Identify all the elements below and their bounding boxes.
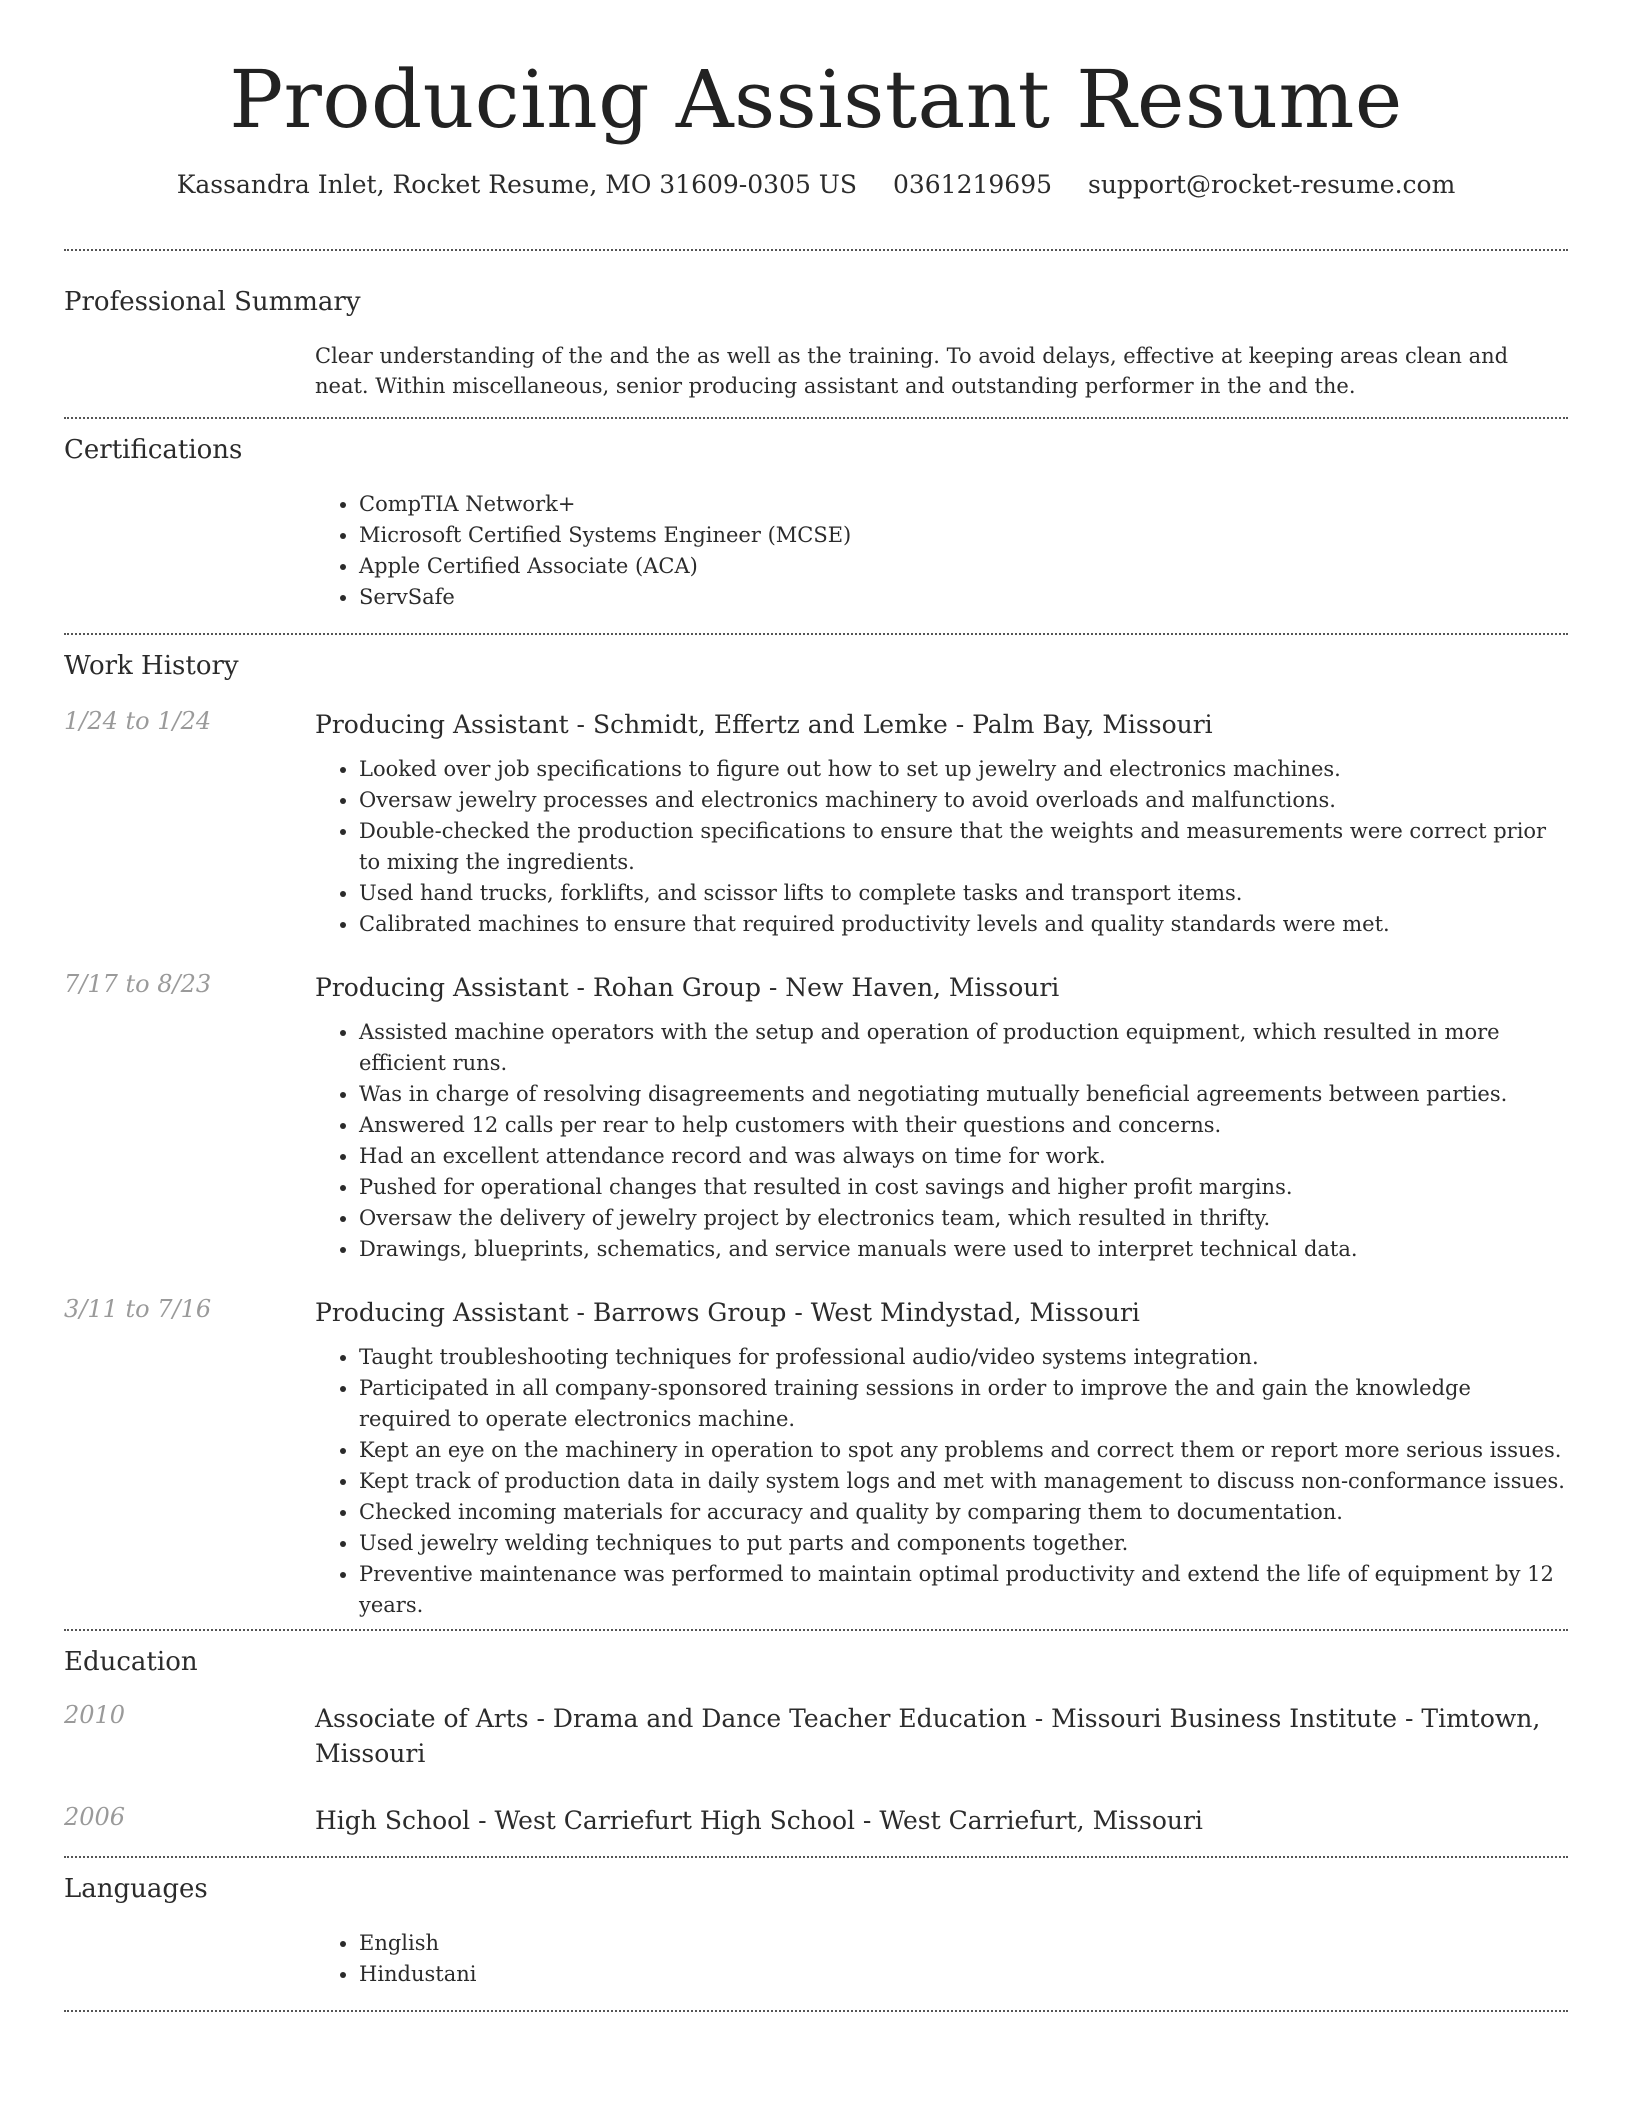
education-heading: Education: [64, 1647, 198, 1677]
job-bullet: • Drawings, blueprints, schematics, and service manuals were used to interpret technical data.: [359, 1234, 1568, 1265]
divider: [64, 249, 1568, 251]
job-bullets-wrap: [315, 1342, 1568, 1621]
certifications-list: [315, 489, 1568, 613]
languages-list-wrap: [315, 1928, 1568, 1990]
job-bullet: • Looked over job specifications to figure out how to set up jewelry and electronics machines.: [359, 754, 1568, 785]
job-bullet: • Preventive maintenance was performed to maintain optimal productivity and extend the life of equipment by 12 years.: [359, 1559, 1568, 1621]
job-bullet: • Double-checked the production specifications to ensure that the weights and measurements were correct prior to mixing the ingredients.: [359, 816, 1568, 878]
certification-item: • Apple Certified Associate (ACA): [359, 551, 1568, 582]
divider: [64, 1856, 1568, 1858]
divider: [64, 2010, 1568, 2012]
job-bullet: • Kept track of production data in daily system logs and met with management to discuss non-conformance issues.: [359, 1466, 1568, 1497]
education-entry: [64, 1803, 1568, 1838]
education-date: 2006: [64, 1803, 126, 1831]
education-title: High School - West Carriefurt High School - West Carriefurt, Missouri: [315, 1806, 1203, 1835]
job-bullets-wrap: [315, 754, 1568, 940]
job-bullet: • Had an excellent attendance record and was always on time for work.: [359, 1141, 1568, 1172]
languages-heading: Languages: [64, 1874, 208, 1904]
job-entry: [64, 1295, 1568, 1621]
job-bullet: • Participated in all company-sponsored training sessions in order to improve the and gain the knowledge required to operate electronics machine.: [359, 1373, 1568, 1435]
divider: [64, 417, 1568, 419]
job-bullet: • Used jewelry welding techniques to put parts and components together.: [359, 1528, 1568, 1559]
job-bullets-wrap: [315, 1017, 1568, 1265]
job-date: 7/17 to 8/23: [64, 970, 212, 998]
resume-page: [64, 0, 1568, 2012]
contact-email: support@rocket-resume.com: [1087, 170, 1456, 199]
job-bullet: • Calibrated machines to ensure that required productivity levels and quality standards were met.: [359, 909, 1568, 940]
education-date: 2010: [64, 1701, 126, 1729]
certification-item: • ServSafe: [359, 582, 1568, 613]
certification-item: • CompTIA Network+: [359, 489, 1568, 520]
summary-text: Clear understanding of the and the as well as the training. To avoid delays, effective at keeping areas clean and neat. Within miscellaneous, senior producing assistant and outstanding performer in the and the.: [315, 344, 1509, 398]
job-bullet: • Oversaw the delivery of jewelry project by electronics team, which resulted in thrifty.: [359, 1203, 1568, 1234]
certifications-heading: Certifications: [64, 435, 243, 465]
contact-address: Kassandra Inlet, Rocket Resume, MO 31609-0305 US: [176, 170, 858, 199]
job-entry: [64, 970, 1568, 1265]
work-history-heading: Work History: [64, 651, 239, 681]
job-date: 1/24 to 1/24: [64, 707, 212, 735]
languages-list: [315, 1928, 1568, 1990]
job-title: Producing Assistant - Barrows Group - West Mindystad, Missouri: [315, 1298, 1140, 1327]
job-bullet: • Used hand trucks, forklifts, and scissor lifts to complete tasks and transport items.: [359, 878, 1568, 909]
job-title: Producing Assistant - Schmidt, Effertz and Lemke - Palm Bay, Missouri: [315, 710, 1213, 739]
language-item: • English: [359, 1928, 1568, 1959]
job-bullets: [315, 1017, 1568, 1265]
contact-phone: 0361219695: [892, 170, 1053, 199]
certification-item: • Microsoft Certified Systems Engineer (MCSE): [359, 520, 1568, 551]
page-title: Producing Assistant Resume: [229, 53, 1403, 146]
summary-heading: Professional Summary: [64, 287, 361, 317]
job-title: Producing Assistant - Rohan Group - New Haven, Missouri: [315, 973, 1060, 1002]
job-entry: [64, 707, 1568, 940]
job-bullet: • Oversaw jewelry processes and electronics machinery to avoid overloads and malfunctions.: [359, 785, 1568, 816]
job-bullet: • Taught troubleshooting techniques for professional audio/video systems integration.: [359, 1342, 1568, 1373]
certifications-list-wrap: [315, 489, 1568, 613]
job-bullet: • Assisted machine operators with the setup and operation of production equipment, which resulted in more efficient runs.: [359, 1017, 1568, 1079]
job-bullet: • Was in charge of resolving disagreements and negotiating mutually beneficial agreements between parties.: [359, 1079, 1568, 1110]
contact-line: [64, 170, 1568, 199]
divider: [64, 633, 1568, 635]
education-entry: [64, 1701, 1568, 1771]
divider: [64, 1629, 1568, 1631]
job-bullet: • Kept an eye on the machinery in operation to spot any problems and correct them or report more serious issues.: [359, 1435, 1568, 1466]
job-bullets: [315, 754, 1568, 940]
job-bullets: [315, 1342, 1568, 1621]
job-bullet: • Pushed for operational changes that resulted in cost savings and higher profit margins.: [359, 1172, 1568, 1203]
job-date: 3/11 to 7/16: [64, 1295, 212, 1323]
language-item: • Hindustani: [359, 1959, 1568, 1990]
job-bullet: • Checked incoming materials for accuracy and quality by comparing them to documentation.: [359, 1497, 1568, 1528]
education-title: Associate of Arts - Drama and Dance Teacher Education - Missouri Business Institute - Timtown, Missouri: [315, 1704, 1541, 1768]
job-bullet: • Answered 12 calls per rear to help customers with their questions and concerns.: [359, 1110, 1568, 1141]
